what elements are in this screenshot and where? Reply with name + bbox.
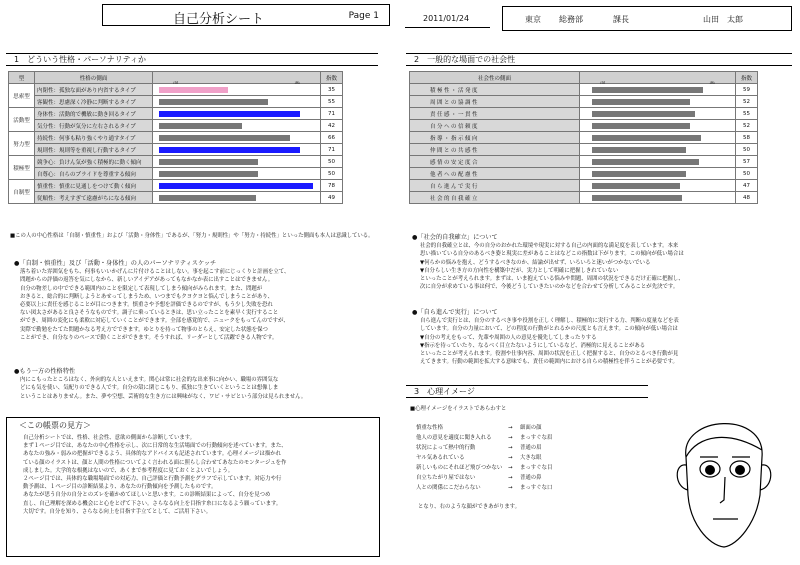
sociability-row — [410, 132, 758, 144]
social-aspect-label: 感情の安定度合 — [410, 156, 580, 168]
section1-heading: 1 どういう性格・パーソナリティか — [6, 53, 378, 66]
social-score-bar — [592, 111, 695, 117]
trait-label: ヤル気あるれている — [416, 455, 465, 461]
note-line: あなたの強み・弱みの把握ができるよう、具体的なアドバイスも記述されています。心理イメージは描かれ — [23, 451, 281, 458]
section3-heading: 3 心理イメージ — [406, 385, 648, 398]
social-aspect-label: 仲間との共感性 — [410, 144, 580, 156]
hair-line — [686, 437, 762, 457]
score-value: 66 — [321, 132, 343, 144]
ego-line: ▼何らかの悩みを抱え、どうするべきなのか、結論が出せず、いろいろと迷いがつかないでいる — [420, 259, 651, 266]
sociability-row — [410, 120, 758, 132]
initiative-block — [412, 309, 794, 366]
note-line: 成しました。大学的な根拠はないので、あくまで参考程度に見ておくとよいでしょう。 — [23, 467, 234, 474]
gauge-cell — [153, 192, 321, 204]
page-number: Page 1 — [348, 11, 379, 21]
sketch-line: 落ち着いた雰囲気をもち、何事もいいかげんに片付けることはしない。事を起こす前にじっくりと計画を立て、 — [20, 269, 290, 276]
score-bar — [159, 171, 258, 177]
other-title: ●もう一方の性格特性 — [14, 368, 76, 375]
initiative-title: ●「自ら進んで実行」について — [412, 309, 498, 316]
sociability-row — [410, 108, 758, 120]
ego-line: 思い描いている自分のあるべき姿と現実に差があることはなどこの指数は下がります。この傾向が低い場合は — [420, 251, 684, 258]
personality-row — [9, 168, 343, 180]
trait-row — [416, 434, 656, 444]
score-value: 35 — [321, 84, 343, 96]
sociability-table — [409, 71, 758, 204]
social-gauge-cell — [580, 180, 736, 192]
social-score-value: 55 — [736, 108, 758, 120]
trait-feature: まっすぐな眉 — [520, 435, 553, 441]
social-gauge-cell — [580, 168, 736, 180]
person-info-box — [502, 6, 792, 31]
col-scale — [153, 72, 321, 84]
date-underline — [405, 27, 490, 28]
sketch-line: 問題からの評価の返答を気にしなから、新しいアイデアがあってもなかなか表に出すことはできません。 — [20, 277, 274, 284]
ego-line: ▼自分らしい生き方の方向性を構築中だが、実力として明確に把握しきれていない — [420, 267, 619, 274]
other-body — [14, 376, 380, 401]
trait-feature: 細面の顔 — [520, 425, 542, 431]
score-value: 50 — [321, 168, 343, 180]
social-score-value: 50 — [736, 144, 758, 156]
psych-intro: ■心理イメージをイラストであらわすと — [410, 406, 507, 412]
left-pupil — [705, 465, 715, 475]
note-line: まず１ページ目では、あなたの中心性格を示し、次に日常的な生活場面での行動傾向を述べています。また、 — [23, 443, 287, 450]
right-pupil — [735, 465, 745, 475]
aspect-label: 競争心：負けん気が強く積極的に動く傾向 — [35, 156, 153, 168]
score-value: 78 — [321, 180, 343, 192]
social-score-bar — [592, 123, 690, 129]
initiative-line: といったことが考えられます。役割や仕事内容、周囲の状況を正しく把握すると、自分のとるべき行動が見 — [420, 351, 679, 358]
social-aspect-label: 指導・指示傾向 — [410, 132, 580, 144]
sketch-body — [14, 268, 380, 342]
score-bar — [159, 159, 258, 165]
other-line: ということはありません。また、夢や空想、芸術的な生き方には興味がなく、ワビ・サビという部分は見られません。 — [20, 393, 307, 400]
personality-row — [9, 180, 343, 192]
how-to-read-body — [23, 434, 375, 516]
social-gauge-cell — [580, 192, 736, 204]
trait-list — [416, 424, 656, 494]
sociability-row — [410, 144, 758, 156]
note-line: 大切です。自分を知り、さらなる向上を目指す手立てとして、ご活用下さい。 — [23, 508, 212, 515]
gauge-cell — [153, 84, 321, 96]
title-box — [102, 4, 390, 26]
score-value: 71 — [321, 144, 343, 156]
personality-row — [9, 132, 343, 144]
sociability-row — [410, 180, 758, 192]
score-bar — [159, 195, 256, 201]
trait-row — [416, 464, 656, 474]
aspect-label: 従順性：考えすぎて遠慮がちになる傾向 — [35, 192, 153, 204]
social-score-value: 50 — [736, 168, 758, 180]
social-gauge-cell — [580, 84, 736, 96]
trait-label: 新しいものにそれほど飛びつかない — [416, 465, 503, 471]
report-date: 2011/01/24 — [423, 14, 470, 23]
gauge-cell — [153, 132, 321, 144]
score-bar — [159, 87, 228, 93]
social-score-value: 57 — [736, 156, 758, 168]
initiative-line: ▼指示を待っていたり、なるべく目立たないようにしているなど、消極的に見えることがある — [420, 342, 646, 349]
personality-row — [9, 108, 343, 120]
other-line: 内にこもったところはなく、外向的な人といえます。関心は常に社会的な出来事に向かい、職場の雰囲気な — [20, 377, 279, 384]
personality-row — [9, 144, 343, 156]
trait-label: 他人の意見を適度に聞き入れる — [416, 435, 492, 441]
note-line: 直し、自己理解を深める機会にと心をとげて下さい。さらなる向上を目指す糸口になるよう願っています。 — [23, 500, 282, 507]
col-social-scale — [580, 72, 736, 84]
social-aspect-label: 社会的自我確立 — [410, 192, 580, 204]
social-aspect-label: 責任感・一貫性 — [410, 108, 580, 120]
trait-arrow: → — [508, 435, 513, 441]
nose — [720, 477, 725, 503]
position: 課長 — [613, 15, 629, 24]
personality-row — [9, 120, 343, 132]
type-cell: 積極型 — [9, 156, 35, 180]
how-to-read-title: ＜この帳票の見方＞ — [19, 421, 91, 430]
trait-arrow: → — [508, 465, 513, 471]
trait-label: 慎重な性格 — [416, 425, 443, 431]
gauge-cell — [153, 144, 321, 156]
personality-row — [9, 156, 343, 168]
trait-feature: まっすぐな目 — [520, 465, 553, 471]
sociability-row — [410, 84, 758, 96]
social-gauge-cell — [580, 132, 736, 144]
score-bar — [159, 147, 300, 153]
type-cell: 思索型 — [9, 84, 35, 108]
social-aspect-label: 自ら進んで実行 — [410, 180, 580, 192]
aspect-label: 内閉性：孤独な面があり内省するタイプ — [35, 84, 153, 96]
trait-arrow: → — [508, 445, 513, 451]
social-gauge-cell — [580, 120, 736, 132]
sheet-title: 自己分析シート — [173, 12, 265, 27]
initiative-body — [412, 317, 794, 366]
social-gauge-cell — [580, 144, 736, 156]
social-aspect-label: 自分への信頼度 — [410, 120, 580, 132]
social-score-bar — [592, 183, 680, 189]
how-to-read-box — [6, 417, 380, 557]
social-score-bar — [592, 135, 701, 141]
sketch-line: おきると、総合的に判断しようとあせってしまうため、いつまでもクヨクヨと悩んでしまうことがあり、 — [20, 293, 274, 300]
col-aspect: 性格の側面 — [35, 72, 153, 84]
score-value: 50 — [321, 156, 343, 168]
score-bar — [159, 135, 290, 141]
ego-line: といったことが考えられます。まずは、いま抱えている悩みや問題、周囲の状況をできるだけ正確に把握し、 — [420, 276, 684, 283]
social-score-value: 52 — [736, 96, 758, 108]
sketch-line: 必要以上に責任を感じることが目につきます。慎重さや予想を評価できるのですが、もう少し失敗を恐れ — [20, 302, 273, 309]
section2-heading: 2 一般的な場面での社会性 — [406, 53, 792, 66]
trait-row — [416, 444, 656, 454]
score-bar — [159, 99, 268, 105]
aspect-label: 自尊心：自らのプライドを尊重する傾向 — [35, 168, 153, 180]
col-social-score: 指数 — [736, 72, 758, 84]
trait-row — [416, 484, 656, 494]
sketch-line: 自分の物差しの中でできる範囲内のことを限定して表現してしまう傾向がみられます。また、問題が — [20, 285, 263, 292]
sociability-row — [410, 168, 758, 180]
personality-table — [8, 71, 343, 204]
social-score-value: 48 — [736, 192, 758, 204]
trait-arrow: → — [508, 425, 513, 431]
social-score-bar — [592, 171, 686, 177]
trait-row — [416, 474, 656, 484]
gauge-cell — [153, 120, 321, 132]
aspect-label: 規則性：規則等を重視し行動するタイプ — [35, 144, 153, 156]
sociability-row — [410, 96, 758, 108]
ego-body — [412, 242, 794, 291]
department: 総務部 — [559, 15, 583, 24]
psych-closing: となり、右のような顔ができあがります。 — [418, 504, 520, 510]
social-score-value: 52 — [736, 120, 758, 132]
type-cell: 活動型 — [9, 108, 35, 132]
social-score-bar — [592, 195, 682, 201]
personality-row — [9, 84, 343, 96]
aspect-label: 客観性：思慮深く冷静に判断するタイプ — [35, 96, 153, 108]
trait-feature: 普通の鼻 — [520, 475, 542, 481]
personality-sketch — [14, 260, 380, 342]
initiative-line: ▼自分の考えをもって、先輩や周囲の人の意見を優先してしまったりする — [420, 334, 597, 341]
aspect-label: 気分性：行動が気分に左右されるタイプ — [35, 120, 153, 132]
score-value: 55 — [321, 96, 343, 108]
gauge-cell — [153, 156, 321, 168]
score-value: 71 — [321, 108, 343, 120]
social-gauge-cell — [580, 96, 736, 108]
trait-row — [416, 454, 656, 464]
note-line: ている顔のイラストは、顔と人間の性格についてよく言われる面に照らし合わせてあなたのモンタージュを作 — [23, 459, 287, 466]
other-trait — [14, 368, 380, 401]
aspect-label: 慎重性：慎重に見通しをつけて動く傾向 — [35, 180, 153, 192]
ego-block — [412, 234, 794, 291]
personality-row — [9, 192, 343, 204]
sketch-line: ない図太さがあると良さそうなものです。調子に乗っているときは、思い立ったことを素早く実行すること — [20, 310, 279, 317]
sketch-title: ●「自制・慎重性」及び「活動・身体性」の人のパーソナリティスケッチ — [14, 260, 217, 267]
gauge-cell — [153, 168, 321, 180]
face-illustration — [658, 395, 788, 555]
social-score-value: 59 — [736, 84, 758, 96]
social-score-bar — [592, 87, 703, 93]
trait-feature: 大きな眼 — [520, 455, 542, 461]
gauge-cell — [153, 96, 321, 108]
trait-label: 人との関係にこだわらない — [416, 485, 481, 491]
sketch-line: ことができ、自分なりのペースで動くことができます。そうすれば、リーダーとして活躍できる人物です。 — [20, 334, 278, 341]
score-bar — [159, 111, 300, 117]
score-bar — [159, 183, 313, 189]
sketch-line: 実際で勤勉をたてた問題かなる考え方でできます。ゆとりを持って物事のとらえ、安定した状態を保つ — [20, 326, 268, 333]
sociability-row — [410, 156, 758, 168]
initiative-line: 自ら進んで実行とは、自分のするべき事や役割を正しく理解し、積極的に実行する力、判断の度量などを表 — [420, 318, 679, 325]
social-score-value: 58 — [736, 132, 758, 144]
initiative-line: えてきます。行動の範囲を拡大する意味でも、責任の範囲内における自らの積極性を伴うことが必要です。 — [420, 359, 678, 366]
person-name: 山田 太郎 — [703, 15, 743, 24]
trait-feature: 普通の眉 — [520, 445, 542, 451]
personality-summary — [10, 232, 380, 240]
type-cell: 自制型 — [9, 180, 35, 204]
ego-title: ●「社会的自我確立」について — [412, 234, 498, 241]
trait-label: 自立ちたがり屋ではない — [416, 475, 476, 481]
social-score-value: 47 — [736, 180, 758, 192]
note-line: あなたが思う自分の自分とのズレを確かめてほしいと思います。この診断結果によって、自分を見つめ — [23, 492, 271, 499]
personality-table-header — [9, 72, 343, 84]
score-value: 42 — [321, 120, 343, 132]
trait-feature: まっすぐな口 — [520, 485, 553, 491]
trait-arrow: → — [508, 475, 513, 481]
trait-arrow: → — [508, 455, 513, 461]
sociability-table-header — [410, 72, 758, 84]
personality-row — [9, 96, 343, 108]
trait-arrow: → — [508, 485, 513, 491]
score-value: 49 — [321, 192, 343, 204]
social-score-bar — [592, 99, 690, 105]
social-score-bar — [592, 147, 686, 153]
location: 東京 — [525, 15, 541, 24]
note-line: 自己分析シートでは、性格、社会性、意欲の側面から診断しています。 — [23, 435, 196, 441]
gauge-cell — [153, 180, 321, 192]
sketch-line: ができ、周囲の変化にも柔軟に対応していくことができます。全部を感覚的で、ニュークをもってんのですが、 — [20, 318, 289, 325]
ego-line: 次に自分が求めている事は何で、今後どうしていきたいのかなどを合わせて分析してみることが先決です。 — [420, 284, 679, 291]
note-line: ２ページ目では、具体的な職場場面での対応力、自己評価と行動予測をグラフで示しています。対応力や行 — [23, 476, 282, 483]
note-line: 動予測は、１ページ目の診断結果より、あなたの行動傾向を予測したものです。 — [23, 484, 217, 491]
col-type: 型 — [9, 72, 35, 84]
social-score-bar — [592, 159, 699, 165]
type-cell: 努力型 — [9, 132, 35, 156]
sociability-rows — [410, 84, 758, 204]
aspect-label: 身体性：活動的で機敏に動き回るタイプ — [35, 108, 153, 120]
social-gauge-cell — [580, 156, 736, 168]
trait-label: 状況によって熱中的行動 — [416, 445, 476, 451]
social-aspect-label: 他者への配慮性 — [410, 168, 580, 180]
aspect-label: 持続性：何事も粘り強くやり通すタイプ — [35, 132, 153, 144]
gauge-cell — [153, 108, 321, 120]
personality-rows — [9, 84, 343, 204]
other-line: どにも気を使い、気配りのできる人です。自分の殻に閉じこもり、孤独に生きていくということは想像しま — [20, 385, 279, 392]
initiative-line: しています。自分の力量において、どの程度の行動がとれるかの尺度とも言えます。この傾向が低い場合は — [420, 326, 678, 333]
col-social-aspect: 社会性の側面 — [410, 72, 580, 84]
summary-intro: ■この人の中心性格は「自制・慎重性」および「活動・身体性」であるが、「努力・規則性」や「努力・持続性」といった側面も本人は意識している。 — [10, 233, 374, 239]
col-score: 指数 — [321, 72, 343, 84]
social-aspect-label: 周囲との協調性 — [410, 96, 580, 108]
ego-line: 社会的自我確立とは、今の自分のおかれた環境や現実に対する自己の内面的な満足度を表しています。本来 — [420, 243, 679, 250]
face-outline — [686, 424, 762, 547]
social-aspect-label: 積極性・活発度 — [410, 84, 580, 96]
trait-row — [416, 424, 656, 434]
social-gauge-cell — [580, 108, 736, 120]
sociability-row — [410, 192, 758, 204]
score-bar — [159, 123, 242, 129]
